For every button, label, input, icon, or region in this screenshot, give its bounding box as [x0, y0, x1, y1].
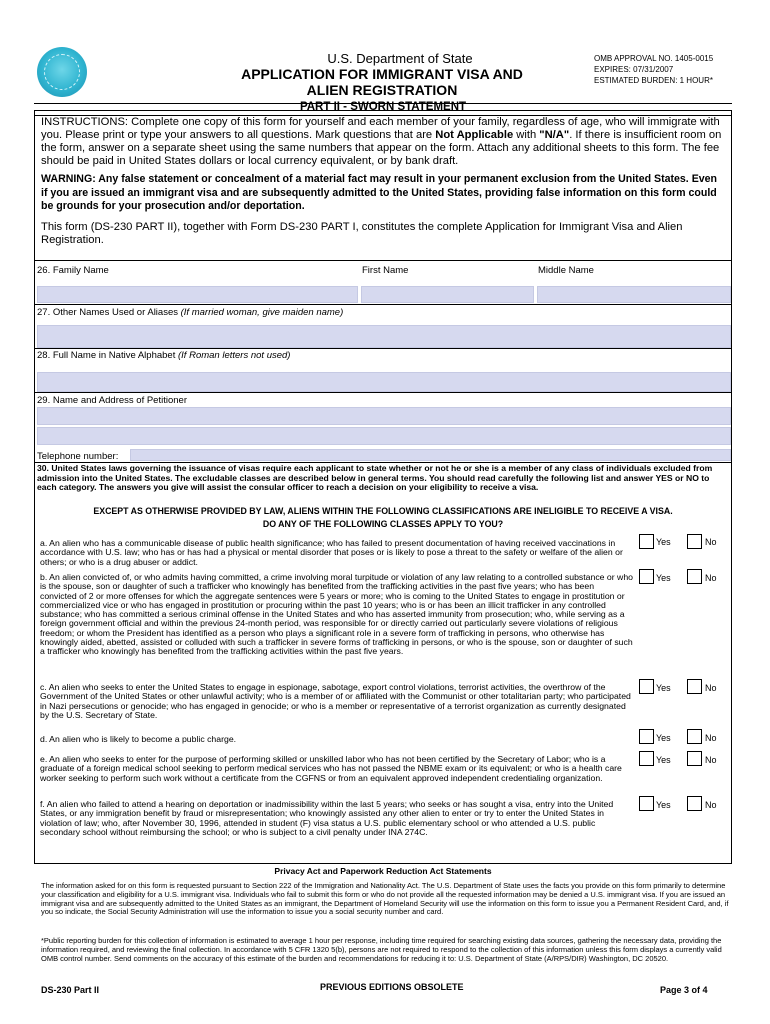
middle-name-label: Middle Name: [538, 265, 594, 276]
item-d-yes-checkbox[interactable]: [639, 729, 654, 744]
native-name-label: 28. Full Name in Native Alphabet (If Roman letters not used): [37, 350, 291, 361]
classes-question: DO ANY OF THE FOLLOWING CLASSES APPLY TO YOU?: [262, 519, 504, 529]
divider: [34, 392, 732, 393]
item-b-yes-checkbox[interactable]: [639, 569, 654, 584]
item-e-no-checkbox[interactable]: [687, 751, 702, 766]
class-item-d: d. An alien who is likely to become a public charge.: [40, 734, 237, 744]
warning: WARNING: Any false statement or concealment of a material fact may result in your permanent exclusion from the United States. Even if you are issued an immigrant visa and are subsequently admitted to the United States, providing false information on this form could be grounds for your prosecution and/or deportation.: [41, 173, 718, 212]
privacy-statement: The information asked for on this form is requested pursuant to Section 222 of the Immigration and Nationality Act. The U.S. Department of State uses the facts you provide on this form primarily to determine your classification and eligibility for a U.S. immigrant visa. Individuals who fail to submit this form or who do not provide all the requested information may be denied a U.S. immigrant visa. If you are issued an immigrant visa and are subsequently admitted to the United States as an immigrant, the Department of Homeland Security will use the information on this form to issue you a Permanent Resident Card, and, if you so indicate, the Social Security Administration will use the information to issue you a social security number and card.: [41, 881, 729, 917]
q30-text: 30. United States laws governing the issuance of visas require each applicant to state whether or not he or she is a member of any class of individuals excluded from admission into the United States. The excludable classes are described below in general terms. You should read carefully the following list and answer YES or NO to each category. The answers you give will assist the consular officer to reach a decision on your eligibility to receive a visa.: [37, 463, 713, 492]
yes-label: Yes: [656, 733, 671, 743]
petitioner-input-line1[interactable]: [37, 407, 731, 425]
item-f-yes-checkbox[interactable]: [639, 796, 654, 811]
divider: [34, 304, 732, 305]
first-name-input[interactable]: [361, 286, 534, 303]
no-label: No: [705, 800, 717, 810]
no-label: No: [705, 683, 717, 693]
class-item-f: f. An alien who failed to attend a hearing on deportation or inadmissibility within the last 5 years; who seeks or has sought a visa, entry into the United States, or any immigration benefit by fraud or misrepresentation; who knowingly assisted any other alien to enter or try to enter the United States in violation of law; who, after November 30, 1996, attended in student (F) visa status a U.S. public elementary school or who attended a U.S. public secondary school without reimbursing the school; or who is subject to a civil penalty under INA 274C.: [40, 799, 614, 837]
other-names-input[interactable]: [37, 325, 731, 348]
omb-info: OMB APPROVAL NO. 1405-0015 EXPIRES: 07/31/2007 ESTIMATED BURDEN: 1 HOUR*: [594, 54, 714, 85]
petitioner-input-line2[interactable]: [37, 427, 731, 445]
yes-label: Yes: [656, 537, 671, 547]
yes-label: Yes: [656, 800, 671, 810]
divider: [34, 348, 732, 349]
no-label: No: [705, 537, 717, 547]
telephone-label: Telephone number:: [37, 451, 119, 462]
middle-name-input[interactable]: [537, 286, 731, 303]
item-a-no-checkbox[interactable]: [687, 534, 702, 549]
class-item-a: a. An alien who has a communicable disease of public health significance; who has failed to present documentation of having received vaccinations in accordance with U.S. law; who has or has had a physical or mental disorder that poses or is likely to pose a threat to the safety or welfare of the alien or others; or who is a drug abuser or addict.: [40, 538, 623, 567]
form-note: This form (DS-230 PART II), together with Form DS-230 PART I, constitutes the complete Application for Immigrant Visa and Alien Registration.: [41, 221, 683, 246]
instructions: INSTRUCTIONS: Complete one copy of this form for yourself and each member of your family, regardless of age, who will immigrate with you. Please print or type your answers to all questions. Mark questions that are Not Applicable with "N/A". If there is insufficient room on the form, answer on a separate sheet using the same numbers that appear on the form. Attach any additional sheets to this form. The fee should be paid in United States dollars or local currency equivalent, or by bank draft.: [41, 116, 722, 167]
no-label: No: [705, 755, 717, 765]
no-label: No: [705, 573, 717, 583]
petitioner-label: 29. Name and Address of Petitioner: [37, 395, 187, 406]
yes-label: Yes: [656, 573, 671, 583]
yes-label: Yes: [656, 683, 671, 693]
class-item-c: c. An alien who seeks to enter the United States to engage in espionage, sabotage, export control violations, terrorist activities, the overthrow of the Government of the United States or other unlawful activity; who is a member of or affiliated with the Communist or other totalitarian party; who participated in Nazi persecutions or genocide; who has engaged in genocide; or who is a member or representative of a terrorist organization as currently designated by the U.S. Secretary of State.: [40, 682, 631, 720]
divider: [34, 260, 732, 261]
item-e-yes-checkbox[interactable]: [639, 751, 654, 766]
part-title: PART II - SWORN STATEMENT: [299, 101, 467, 113]
form-title: APPLICATION FOR IMMIGRANT VISA AND ALIEN REGISTRATION: [241, 66, 523, 98]
page-number: Page 3 of 4: [660, 985, 708, 995]
item-c-yes-checkbox[interactable]: [639, 679, 654, 694]
department-name: U.S. Department of State: [327, 51, 473, 66]
native-name-input[interactable]: [37, 372, 731, 392]
item-f-no-checkbox[interactable]: [687, 796, 702, 811]
class-item-b: b. An alien convicted of, or who admits having committed, a crime involving moral turpitude or violation of any law relating to a controlled substance or who is the spouse, son or daughter of such a trafficker who knowingly has benefited from the trafficking activities in the past five years; who has been convicted of 2 or more offenses for which the aggregate sentences were 5 years or more; who is coming to the United States to engage in prostitution or commercialized vice or who has engaged in prostitution or procuring within the past 10 years; who is or has been an illicit trafficker in any controlled substance; who has committed a serious criminal offense in the United States and who has asserted immunity from prosecution; who, while serving as a foreign government official and within the previous 24-month period, was responsible for or directly carried out particularly severe violations of religious freedom; or whom the President has identified as a person who plays a significant role in a severe form of trafficking in persons, who otherwise has knowingly aided, abetted, assisted or colluded with such a trafficker in severe forms of trafficking in persons, or who is the spouse, son or daughter of such a trafficker who knowingly has benefited from the trafficking activities within the past five years.: [40, 572, 633, 657]
item-c-no-checkbox[interactable]: [687, 679, 702, 694]
family-name-input[interactable]: [37, 286, 358, 303]
burden-statement: *Public reporting burden for this collection of information is estimated to average 1 hour per response, including time required for searching existing data sources, gathering the necessary data, providing the information required, and reviewing the final collection. In accordance with 5 CFR 1320 5(b), persons are not required to respond to the collection of this information unless this form displays a currently valid OMB control number. Send comments on the accuracy of this estimate of the burden and recommendations for reducing it to: U.S. Department of State (A/RPS/DIR) Washington, DC 20520.: [41, 936, 722, 963]
department-of-state-seal: [37, 47, 87, 97]
telephone-input[interactable]: [130, 449, 731, 461]
ineligible-heading: EXCEPT AS OTHERWISE PROVIDED BY LAW, ALIENS WITHIN THE FOLLOWING CLASSIFICATIONS ARE INELIGIBLE TO RECEIVE A VISA.: [93, 506, 673, 516]
item-d-no-checkbox[interactable]: [687, 729, 702, 744]
first-name-label: First Name: [362, 265, 409, 276]
obsolete-notice: PREVIOUS EDITIONS OBSOLETE: [320, 982, 464, 992]
privacy-title: Privacy Act and Paperwork Reduction Act Statements: [274, 866, 492, 876]
family-name-label: 26. Family Name: [37, 265, 109, 276]
item-a-yes-checkbox[interactable]: [639, 534, 654, 549]
yes-label: Yes: [656, 755, 671, 765]
other-names-label: 27. Other Names Used or Aliases (If married woman, give maiden name): [37, 307, 344, 318]
class-item-e: e. An alien who seeks to enter for the purpose of performing skilled or unskilled labor who has not been certified by the Secretary of Labor; who is a graduate of a foreign medical school seeking to perform medical services who has not passed the NBME exam or its equivalent; or who is a health care worker seeking to perform such work without a certificate from the CGFNS or from an equivalent approved independent credentialing organization.: [40, 754, 622, 783]
form-id: DS-230 Part II: [41, 985, 100, 995]
item-b-no-checkbox[interactable]: [687, 569, 702, 584]
no-label: No: [705, 733, 717, 743]
